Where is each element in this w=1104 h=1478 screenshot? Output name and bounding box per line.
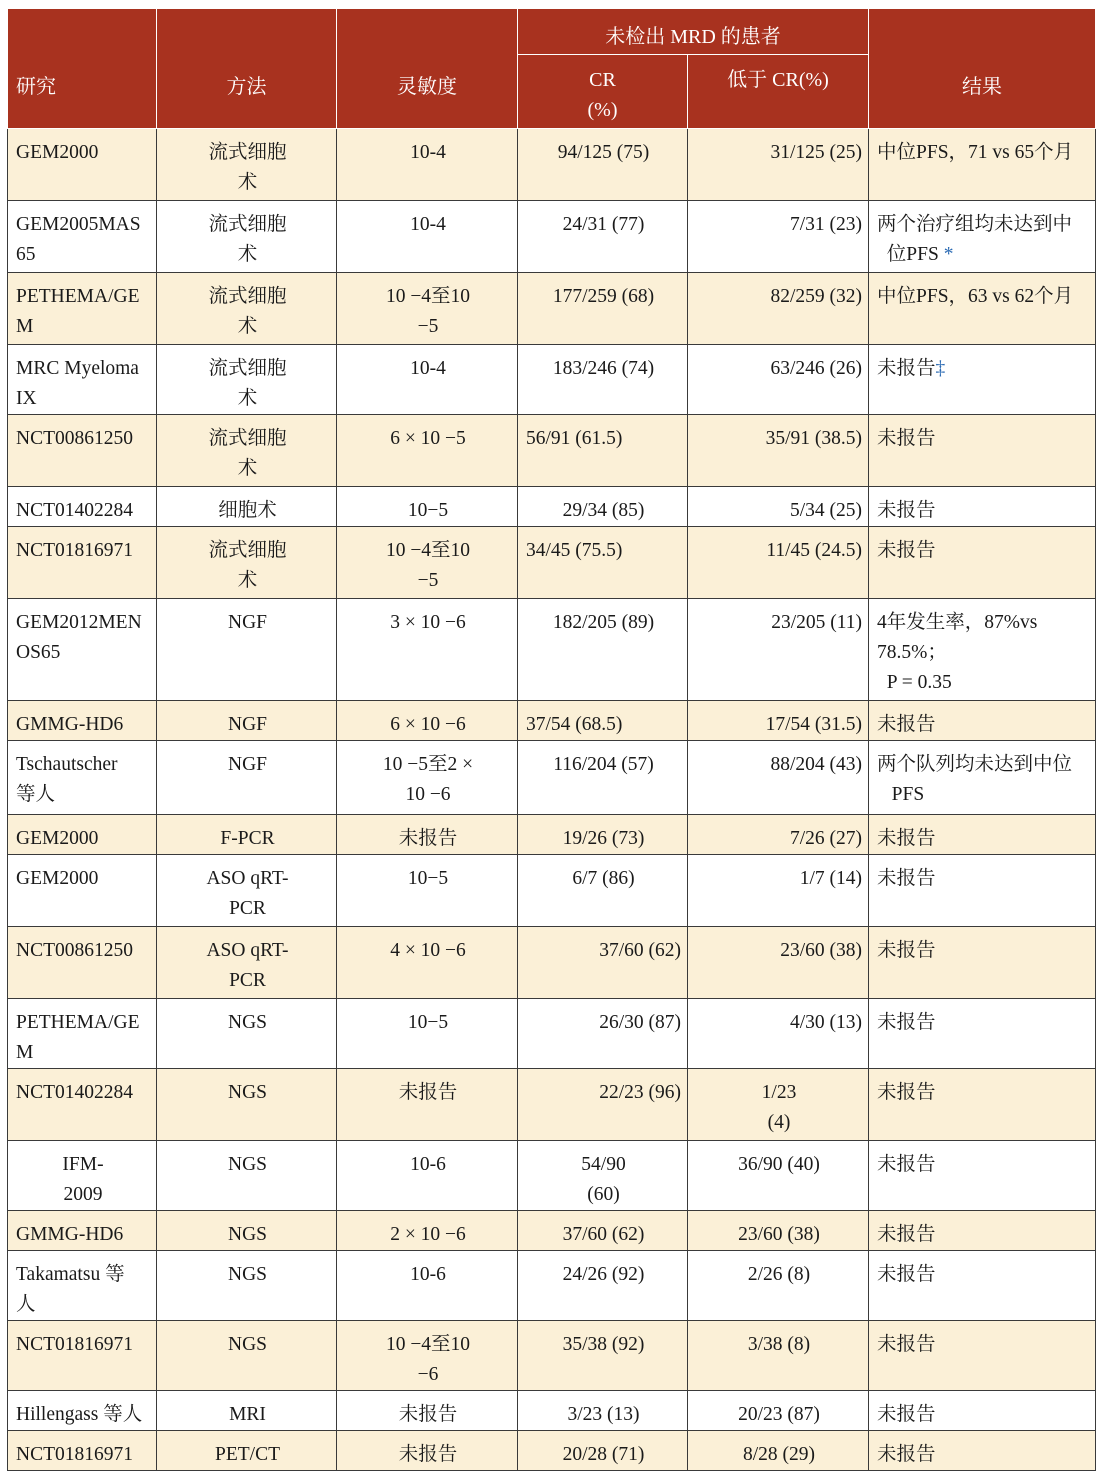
cr-text: 34/45 (75.5) — [526, 540, 623, 561]
cr-text: 182/205 (89) — [552, 612, 655, 633]
table-row — [8, 1391, 1096, 1431]
below-cr-text: 23/205 (11) — [771, 612, 863, 633]
cr-cell — [518, 1141, 688, 1211]
study-cell — [8, 1391, 157, 1431]
cr-cell — [518, 855, 688, 927]
below-cr-text: 88/204 (43) — [770, 754, 863, 775]
result-cell — [869, 487, 1096, 527]
method-text: NGS — [227, 1334, 267, 1355]
below-cr-cell — [688, 599, 869, 701]
method-text: 细胞术 — [218, 500, 277, 521]
sensitivity-text: 10−5 — [407, 868, 449, 889]
study-cell — [8, 927, 157, 999]
cr-text: 6/7 (86) — [572, 868, 635, 889]
sensitivity-text: 未报告 — [398, 1404, 458, 1425]
result-text: 未报告 — [877, 358, 936, 379]
below-cr-cell — [688, 1391, 869, 1431]
cr-text: 3/23 (13) — [567, 1404, 640, 1425]
method-cell — [157, 741, 337, 815]
sensitivity-text: 6 × 10 −6 — [390, 714, 466, 735]
cr-text: 20/28 (71) — [562, 1444, 645, 1465]
sensitivity-text: 10 −5至2 × 10 −6 — [382, 754, 474, 805]
table-row — [8, 201, 1096, 273]
method-cell — [157, 129, 337, 201]
study-text: GEM2000 — [16, 868, 99, 889]
cr-text: 24/26 (92) — [562, 1264, 645, 1285]
method-cell — [157, 1431, 337, 1471]
table-row — [8, 927, 1096, 999]
below-cr-text: 8/28 (29) — [742, 1444, 816, 1465]
below-cr-cell — [688, 1431, 869, 1471]
table-row — [8, 273, 1096, 345]
method-text: F-PCR — [220, 828, 275, 849]
method-text: NGF — [227, 754, 267, 775]
sensitivity-text: 10 −4至10 −6 — [385, 1334, 471, 1385]
method-text: MRI — [229, 1404, 266, 1425]
study-cell — [8, 1141, 157, 1211]
sensitivity-cell — [337, 815, 518, 855]
result-cell — [869, 415, 1096, 487]
result-text: 未报告 — [877, 1082, 936, 1103]
result-cell — [869, 815, 1096, 855]
study-text: GEM2012MEN OS65 — [16, 612, 142, 663]
table-row — [8, 1321, 1096, 1391]
below-cr-text: 82/259 (32) — [770, 286, 863, 307]
method-cell — [157, 1141, 337, 1211]
sensitivity-text: 10-4 — [410, 214, 446, 235]
study-text: NCT00861250 — [16, 428, 133, 449]
study-cell — [8, 999, 157, 1069]
method-text: NGS — [227, 1154, 267, 1175]
cr-text: 37/60 (62) — [562, 1224, 645, 1245]
below-cr-text: 23/60 (38) — [780, 940, 863, 961]
cr-cell — [518, 815, 688, 855]
result-text: 未报告 — [877, 868, 936, 889]
table-row — [8, 345, 1096, 415]
study-text: NCT01816971 — [16, 540, 133, 561]
table-row — [8, 855, 1096, 927]
cr-cell — [518, 345, 688, 415]
study-text: Takamatsu 等 人 — [16, 1264, 125, 1315]
table-row — [8, 1431, 1096, 1471]
header-cr: CR (%) — [518, 55, 688, 129]
result-cell — [869, 201, 1096, 273]
method-cell — [157, 855, 337, 927]
result-cell — [869, 927, 1096, 999]
header-below-cr: 低于 CR(%) — [688, 55, 869, 129]
study-cell — [8, 129, 157, 201]
below-cr-cell — [688, 1251, 869, 1321]
below-cr-text: 17/54 (31.5) — [765, 714, 863, 735]
result-text: 未报告 — [877, 1224, 936, 1245]
cr-cell — [518, 599, 688, 701]
sensitivity-cell — [337, 415, 518, 487]
method-cell — [157, 487, 337, 527]
study-text: GEM2000 — [16, 828, 99, 849]
result-text: 中位PFS，63 vs 62个月 — [877, 286, 1074, 307]
cr-text: 94/125 (75) — [557, 142, 650, 163]
method-cell — [157, 599, 337, 701]
method-cell — [157, 201, 337, 273]
cr-text: 24/31 (77) — [562, 214, 645, 235]
below-cr-cell — [688, 129, 869, 201]
sensitivity-cell — [337, 701, 518, 741]
header-result: 结果 — [869, 9, 1096, 129]
result-text: 两个队列均未达到中位 PFS — [877, 754, 1073, 805]
method-text: NGS — [227, 1082, 267, 1103]
cr-text: 29/34 (85) — [562, 500, 645, 521]
result-text: 4年发生率，87%vs 78.5%； P = 0.35 — [877, 612, 1038, 693]
cr-text: 116/204 (57) — [553, 754, 654, 775]
cr-text: 54/90 (60) — [581, 1154, 626, 1205]
method-text: 流式细胞 术 — [208, 428, 287, 479]
sensitivity-text: 2 × 10 −6 — [390, 1224, 466, 1245]
sensitivity-text: 6 × 10 −5 — [390, 428, 466, 449]
study-text: PETHEMA/GE M — [16, 286, 140, 337]
sensitivity-cell — [337, 599, 518, 701]
sensitivity-text: 10-6 — [410, 1264, 446, 1285]
result-cell — [869, 527, 1096, 599]
below-cr-cell — [688, 345, 869, 415]
sensitivity-cell — [337, 999, 518, 1069]
footnote-mark: * — [943, 244, 954, 265]
cr-text: 22/23 (96) — [599, 1082, 681, 1103]
sensitivity-cell — [337, 487, 518, 527]
study-cell — [8, 1431, 157, 1471]
sensitivity-text: 10−5 — [407, 1012, 449, 1033]
study-cell — [8, 1069, 157, 1141]
sensitivity-text: 10-4 — [410, 142, 446, 163]
below-cr-text: 35/91 (38.5) — [765, 428, 863, 449]
method-cell — [157, 345, 337, 415]
header-sensitivity: 灵敏度 — [337, 9, 518, 129]
study-text: GMMG-HD6 — [16, 714, 124, 735]
table-row — [8, 129, 1096, 201]
study-cell — [8, 487, 157, 527]
study-text: Hillengass 等人 — [16, 1404, 143, 1425]
cr-text: 37/54 (68.5) — [526, 714, 623, 735]
below-cr-text: 4/30 (13) — [789, 1012, 863, 1033]
sensitivity-cell — [337, 129, 518, 201]
study-cell — [8, 1211, 157, 1251]
sensitivity-text: 10-6 — [410, 1154, 446, 1175]
method-cell — [157, 415, 337, 487]
method-cell — [157, 1391, 337, 1431]
result-text: 未报告 — [877, 1404, 936, 1425]
sensitivity-text: 3 × 10 −6 — [390, 612, 466, 633]
study-cell — [8, 599, 157, 701]
below-cr-cell — [688, 1321, 869, 1391]
result-cell — [869, 999, 1096, 1069]
cr-cell — [518, 1251, 688, 1321]
below-cr-cell — [688, 273, 869, 345]
sensitivity-cell — [337, 201, 518, 273]
method-text: ASO qRT- PCR — [206, 868, 289, 919]
sensitivity-cell — [337, 855, 518, 927]
method-cell — [157, 1321, 337, 1391]
study-text: NCT01402284 — [16, 500, 133, 521]
sensitivity-text: 10 −4至10 −5 — [385, 540, 471, 591]
below-cr-text: 23/60 (38) — [738, 1224, 820, 1245]
cr-cell — [518, 1211, 688, 1251]
method-text: NGS — [227, 1012, 267, 1033]
cr-cell — [518, 129, 688, 201]
method-cell — [157, 701, 337, 741]
table-body — [8, 129, 1096, 1471]
sensitivity-cell — [337, 1431, 518, 1471]
below-cr-text: 7/26 (27) — [789, 828, 863, 849]
below-cr-text: 5/34 (25) — [789, 500, 863, 521]
cr-cell — [518, 927, 688, 999]
sensitivity-text: 未报告 — [398, 1082, 458, 1103]
method-text: ASO qRT- PCR — [206, 940, 289, 991]
method-text: 流式细胞 术 — [208, 286, 287, 337]
below-cr-text: 1/23 (4) — [761, 1082, 797, 1133]
study-cell — [8, 415, 157, 487]
result-text: 未报告 — [877, 940, 936, 961]
method-text: 流式细胞 术 — [208, 214, 287, 265]
cr-text: 183/246 (74) — [552, 358, 655, 379]
table-row — [8, 599, 1096, 701]
result-text: 未报告 — [877, 428, 936, 449]
sensitivity-cell — [337, 527, 518, 599]
table-row — [8, 527, 1096, 599]
below-cr-text: 20/23 (87) — [738, 1404, 820, 1425]
mrd-table-page — [7, 8, 1095, 1470]
below-cr-cell — [688, 927, 869, 999]
table-row — [8, 1141, 1096, 1211]
cr-cell — [518, 1321, 688, 1391]
sensitivity-text: 10-4 — [410, 358, 446, 379]
table-header — [8, 9, 1096, 129]
table-row — [8, 701, 1096, 741]
footnote-mark: ‡ — [935, 358, 946, 379]
result-cell — [869, 1141, 1096, 1211]
study-cell — [8, 527, 157, 599]
below-cr-cell — [688, 201, 869, 273]
method-cell — [157, 927, 337, 999]
method-text: NGF — [227, 714, 267, 735]
result-cell — [869, 273, 1096, 345]
below-cr-cell — [688, 527, 869, 599]
below-cr-text: 63/246 (26) — [770, 358, 863, 379]
result-cell — [869, 129, 1096, 201]
cr-cell — [518, 999, 688, 1069]
table-row — [8, 1211, 1096, 1251]
method-cell — [157, 1211, 337, 1251]
cr-text: 19/26 (73) — [562, 828, 645, 849]
header-group-undetected-mrd: 未检出 MRD 的患者 — [518, 9, 869, 55]
below-cr-cell — [688, 741, 869, 815]
study-cell — [8, 741, 157, 815]
below-cr-cell — [688, 415, 869, 487]
cr-cell — [518, 273, 688, 345]
result-cell — [869, 345, 1096, 415]
study-cell — [8, 345, 157, 415]
study-cell — [8, 1321, 157, 1391]
sensitivity-cell — [337, 273, 518, 345]
below-cr-text: 36/90 (40) — [738, 1154, 820, 1175]
method-cell — [157, 999, 337, 1069]
below-cr-cell — [688, 1211, 869, 1251]
method-text: 流式细胞 术 — [208, 142, 287, 193]
below-cr-cell — [688, 999, 869, 1069]
below-cr-cell — [688, 815, 869, 855]
cr-cell — [518, 1391, 688, 1431]
sensitivity-text: 4 × 10 −6 — [390, 940, 466, 961]
method-text: 流式细胞 术 — [208, 358, 287, 409]
result-cell — [869, 855, 1096, 927]
below-cr-cell — [688, 1141, 869, 1211]
below-cr-text: 2/26 (8) — [747, 1264, 811, 1285]
result-cell — [869, 1251, 1096, 1321]
method-text: PET/CT — [214, 1444, 280, 1465]
cr-cell — [518, 701, 688, 741]
cr-cell — [518, 487, 688, 527]
result-text: 中位PFS，71 vs 65个月 — [877, 142, 1074, 163]
method-cell — [157, 1251, 337, 1321]
study-text: NCT01816971 — [16, 1334, 133, 1355]
cr-cell — [518, 1069, 688, 1141]
result-text: 未报告 — [877, 714, 936, 735]
cr-cell — [518, 201, 688, 273]
below-cr-text: 11/45 (24.5) — [766, 540, 863, 561]
study-text: GMMG-HD6 — [16, 1224, 124, 1245]
table-row — [8, 415, 1096, 487]
study-text: MRC Myeloma IX — [16, 358, 139, 409]
result-cell — [869, 1431, 1096, 1471]
table-row — [8, 999, 1096, 1069]
below-cr-cell — [688, 855, 869, 927]
study-text: PETHEMA/GE M — [16, 1012, 140, 1063]
method-text: NGS — [227, 1224, 267, 1245]
method-cell — [157, 273, 337, 345]
cr-text: 35/38 (92) — [562, 1334, 645, 1355]
study-text: NCT00861250 — [16, 940, 133, 961]
result-cell — [869, 1069, 1096, 1141]
below-cr-text: 1/7 (14) — [799, 868, 863, 889]
cr-text: 177/259 (68) — [552, 286, 655, 307]
sensitivity-text: 未报告 — [398, 828, 458, 849]
sensitivity-cell — [337, 1141, 518, 1211]
study-text: NCT01816971 — [16, 1444, 133, 1465]
sensitivity-cell — [337, 741, 518, 815]
cr-text: 56/91 (61.5) — [526, 428, 623, 449]
method-cell — [157, 1069, 337, 1141]
below-cr-cell — [688, 487, 869, 527]
sensitivity-cell — [337, 927, 518, 999]
table-row — [8, 1069, 1096, 1141]
result-cell — [869, 1211, 1096, 1251]
mrd-comparison-table — [7, 8, 1096, 1471]
study-text: GEM2000 — [16, 142, 99, 163]
sensitivity-cell — [337, 345, 518, 415]
study-text: NCT01402284 — [16, 1082, 133, 1103]
study-cell — [8, 855, 157, 927]
cr-cell — [518, 741, 688, 815]
result-text: 未报告 — [877, 828, 936, 849]
method-cell — [157, 527, 337, 599]
table-row — [8, 741, 1096, 815]
result-cell — [869, 1321, 1096, 1391]
method-text: NGF — [227, 612, 267, 633]
sensitivity-cell — [337, 1321, 518, 1391]
below-cr-text: 7/31 (23) — [789, 214, 863, 235]
method-text: NGS — [227, 1264, 267, 1285]
result-text: 未报告 — [877, 1264, 936, 1285]
sensitivity-text: 10−5 — [407, 500, 449, 521]
sensitivity-text: 10 −4至10 −5 — [385, 286, 471, 337]
result-text: 未报告 — [877, 500, 936, 521]
study-text: Tschautscher 等人 — [16, 754, 118, 805]
result-text: 未报告 — [877, 1444, 936, 1465]
study-text: GEM2005MAS 65 — [16, 214, 141, 265]
method-text: 流式细胞 术 — [208, 540, 287, 591]
study-cell — [8, 701, 157, 741]
cr-cell — [518, 527, 688, 599]
header-method: 方法 — [157, 9, 337, 129]
sensitivity-cell — [337, 1391, 518, 1431]
result-cell — [869, 701, 1096, 741]
sensitivity-cell — [337, 1069, 518, 1141]
method-cell — [157, 815, 337, 855]
result-cell — [869, 1391, 1096, 1431]
cr-text: 37/60 (62) — [599, 940, 681, 961]
table-row — [8, 487, 1096, 527]
sensitivity-cell — [337, 1211, 518, 1251]
sensitivity-cell — [337, 1251, 518, 1321]
header-study: 研究 — [8, 9, 157, 129]
study-text: IFM- 2009 — [62, 1154, 104, 1205]
result-text: 未报告 — [877, 1012, 936, 1033]
result-text: 两个治疗组均未达到中 位PFS — [877, 214, 1073, 265]
result-text: 未报告 — [877, 1334, 936, 1355]
study-cell — [8, 201, 157, 273]
below-cr-text: 31/125 (25) — [770, 142, 863, 163]
result-text: 未报告 — [877, 540, 936, 561]
cr-cell — [518, 1431, 688, 1471]
below-cr-text: 3/38 (8) — [747, 1334, 811, 1355]
table-row — [8, 815, 1096, 855]
below-cr-cell — [688, 1069, 869, 1141]
study-cell — [8, 273, 157, 345]
table-row — [8, 1251, 1096, 1321]
result-cell — [869, 741, 1096, 815]
study-cell — [8, 1251, 157, 1321]
result-cell — [869, 599, 1096, 701]
sensitivity-text: 未报告 — [398, 1444, 458, 1465]
cr-cell — [518, 415, 688, 487]
below-cr-cell — [688, 701, 869, 741]
study-cell — [8, 815, 157, 855]
cr-text: 26/30 (87) — [599, 1012, 681, 1033]
result-text: 未报告 — [877, 1154, 936, 1175]
